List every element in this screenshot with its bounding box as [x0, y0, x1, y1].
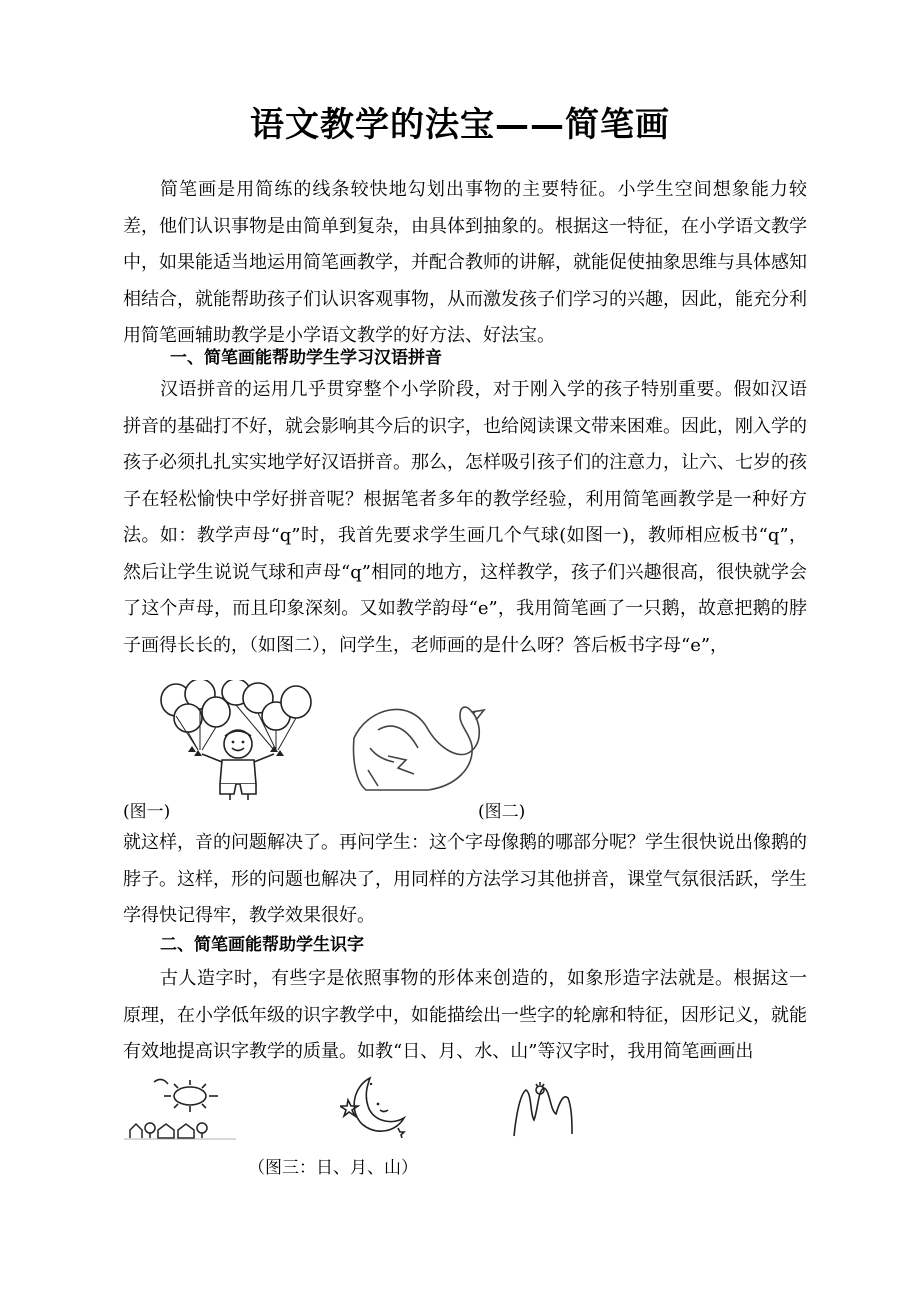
page-title: 语文教学的法宝——简笔画 — [250, 105, 670, 145]
section2-paragraph: 古人造字时，有些字是依照事物的形体来创造的，如象形造字法就是。根据这一原理，在小学低年级的识字教学中，如能描绘出一些字的轮廓和特征，因形记义，就能有效地提高识字教学的质量。如教“日、月、水、山”等汉字时，我用简笔画画出 — [123, 968, 807, 1062]
section1-heading: 一、简笔画能帮助学生学习汉语拼音 — [170, 348, 442, 368]
swan-illustration — [348, 690, 498, 800]
section1-paragraph: 汉语拼音的运用几乎贯穿整个小学阶段，对于刚入学的孩子特别重要。假如汉语拼音的基础打不好，就会影响其今后的识字，也给阅读课文带来困难。因此，刚入学的孩子必须扎扎实实地学好汉语拼音。那么，怎样吸引孩子们的注意力，让六、七岁的孩子在轻松愉快中学好拼音呢？根据笔者多年的教学经验，利用简笔画教学是一种好方法。如：教学声母“q”时，我首先要求学生画几个气球(如图一)，教师相应板书“q”，然后让学生说说气球和声母“q”相同的地方，这样教学，孩子们兴趣很高，很快就学会了这个声母，而且印象深刻。又如教学韵母“e”，我用简笔画了一只鹅，故意把鹅的脖子画得长长的，（如图二），问学生，老师画的是什么呀？答后板书字母“e”， — [123, 379, 807, 656]
moon-illustration — [340, 1074, 412, 1138]
figure2-caption: (图二) — [478, 802, 526, 822]
figure1-caption: (图一) — [123, 802, 171, 822]
balloons-boy-illustration — [158, 680, 318, 800]
figure3-caption: （图三：日、月、山） — [248, 1158, 418, 1178]
section2-heading: 二、简笔画能帮助学生识字 — [160, 935, 364, 955]
intro-paragraph: 简笔画是用简练的线条较快地勾划出事物的主要特征。小学生空间想象能力较差，他们认识事物是由简单到复杂，由具体到抽象的。根据这一特征，在小学语文教学中，如果能适当地运用简笔画教学，并配合教师的讲解，就能促使抽象思维与具体感知相结合，就能帮助孩子们认识客观事物，从而激发孩子们学习的兴趣，因此，能充分利用简笔画辅助教学是小学语文教学的好方法、好法宝。 — [123, 179, 807, 346]
mountain-illustration — [506, 1080, 578, 1142]
section1-continuation: 就这样，音的问题解决了。再问学生：这个字母像鹅的哪部分呢？学生很快说出像鹅的脖子。这样，形的问题也解决了，用同样的方法学习其他拼音，课堂气氛很活跃，学生学得快记得牢，教学效果很好。 — [123, 832, 807, 926]
sun-illustration — [124, 1072, 236, 1144]
